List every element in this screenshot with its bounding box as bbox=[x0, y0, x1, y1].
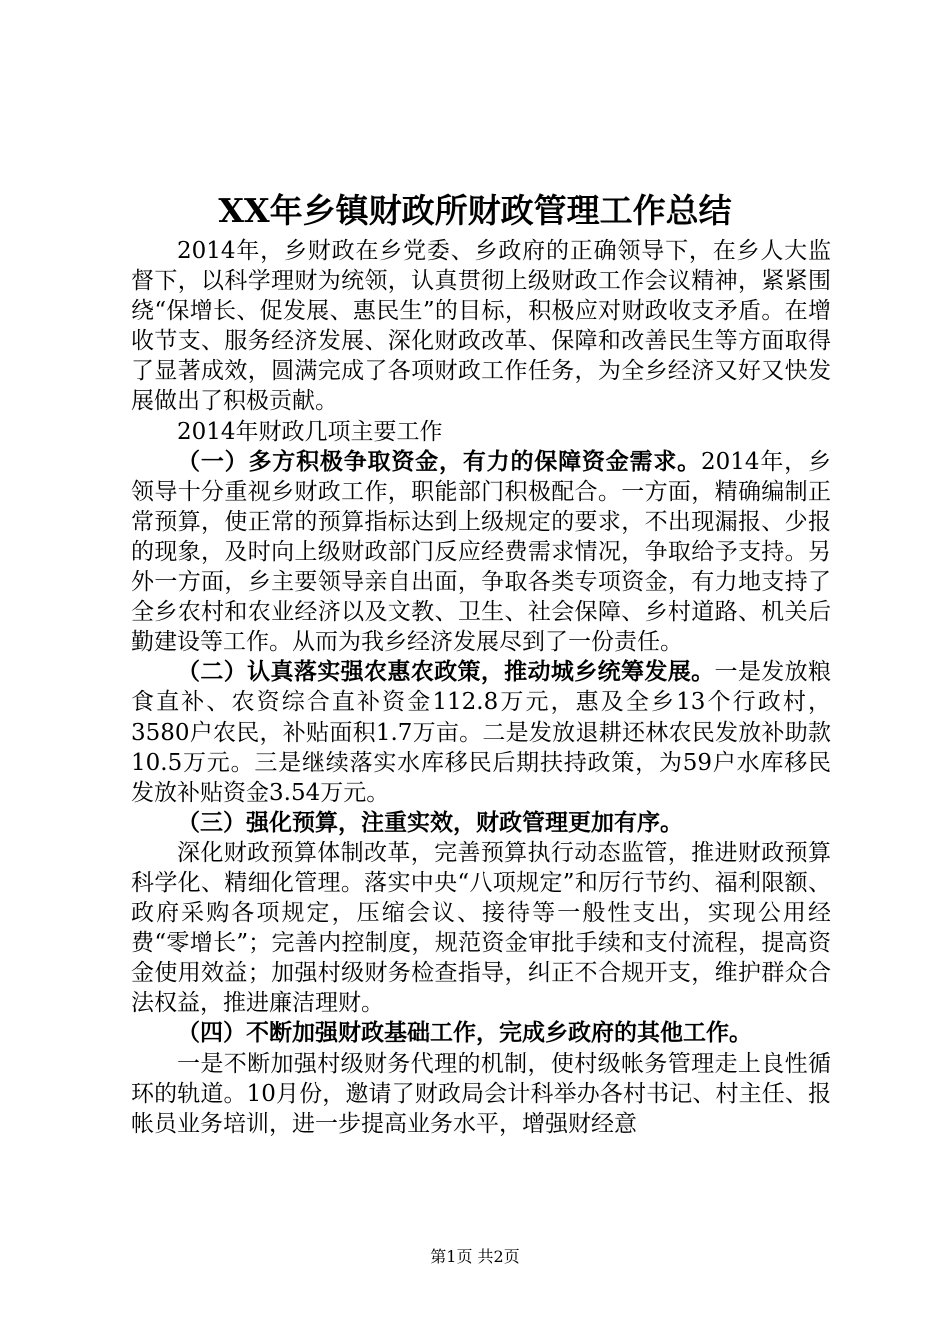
document-body bbox=[131, 236, 831, 1139]
section-1-text: 2014年，乡领导十分重视乡财政工作，职能部门积极配合。一方面，精确编制正常预算，使正常的预算指标达到上级规定的要求，不出现漏报、少报的现象，及时向上级财政部门反应经费需求情况，争取给予支持。另外一方面，乡主要领导亲自出面，争取各类专项资金，有力地支持了全乡农村和农业经济以及文教、卫生、社会保障、乡村道路、机关后勤建设等工作。从而为我乡经济发展尽到了一份责任。 bbox=[131, 448, 831, 656]
section-1 bbox=[131, 447, 831, 658]
intro-paragraph: 2014年，乡财政在乡党委、乡政府的正确领导下，在乡人大监督下，以科学理财为统领，认真贯彻上级财政工作会议精神，紧紧围绕“保增长、促发展、惠民生”的目标，积极应对财政收支矛盾。在增收节支、服务经济发展、深化财政改革、保障和改善民生等方面取得了显著成效，圆满完成了各项财政工作任务，为全乡经济又好又快发展做出了积极贡献。 bbox=[131, 238, 831, 415]
page-indicator: 第1页 共2页 bbox=[430, 1247, 520, 1266]
section-2 bbox=[131, 657, 831, 807]
section-4-text: 一是不断加强村级财务代理的机制，使村级帐务管理走上良性循环的轨道。10月份，邀请了财政局会计科举办各村书记、村主任、报帐员业务培训，进一步提高业务水平，增强财经意 bbox=[131, 1050, 831, 1137]
section-1-heading: （一）多方积极争取资金，有力的保障资金需求。 bbox=[177, 447, 701, 475]
section-2-heading: （二）认真落实强农惠农政策，推动城乡统筹发展。 bbox=[177, 658, 715, 686]
section-3-heading: （三）强化预算，注重实效，财政管理更加有序。 bbox=[177, 808, 683, 836]
subheading: 2014年财政几项主要工作 bbox=[177, 418, 443, 445]
section-4-heading: （四）不断加强财政基础工作，完成乡政府的其他工作。 bbox=[177, 1019, 752, 1047]
section-2-text: 一是发放粮食直补、农资综合直补资金112.8万元，惠及全乡13个行政村，3580户农民，补贴面积1.7万亩。二是发放退耕还林农民发放补助款10.5万元。三是继续落实水库移民后期扶持政策，为59户水库移民发放补贴资金3.54万元。 bbox=[131, 659, 832, 806]
document-title: XX年乡镇财政所财政管理工作总结 bbox=[218, 191, 732, 230]
section-3-text: 深化财政预算体制改革，完善预算执行动态监管，推进财政预算科学化、精细化管理。落实中央“八项规定”和厉行节约、福利限额、政府采购各项规定，压缩会议、接待等一般性支出，实现公用经费“零增长”；完善内控制度，规范资金审批手续和支付流程，提高资金使用效益；加强村级财务检查指导，纠正不合规开支，维护群众合法权益，推进廉洁理财。 bbox=[131, 839, 831, 1017]
